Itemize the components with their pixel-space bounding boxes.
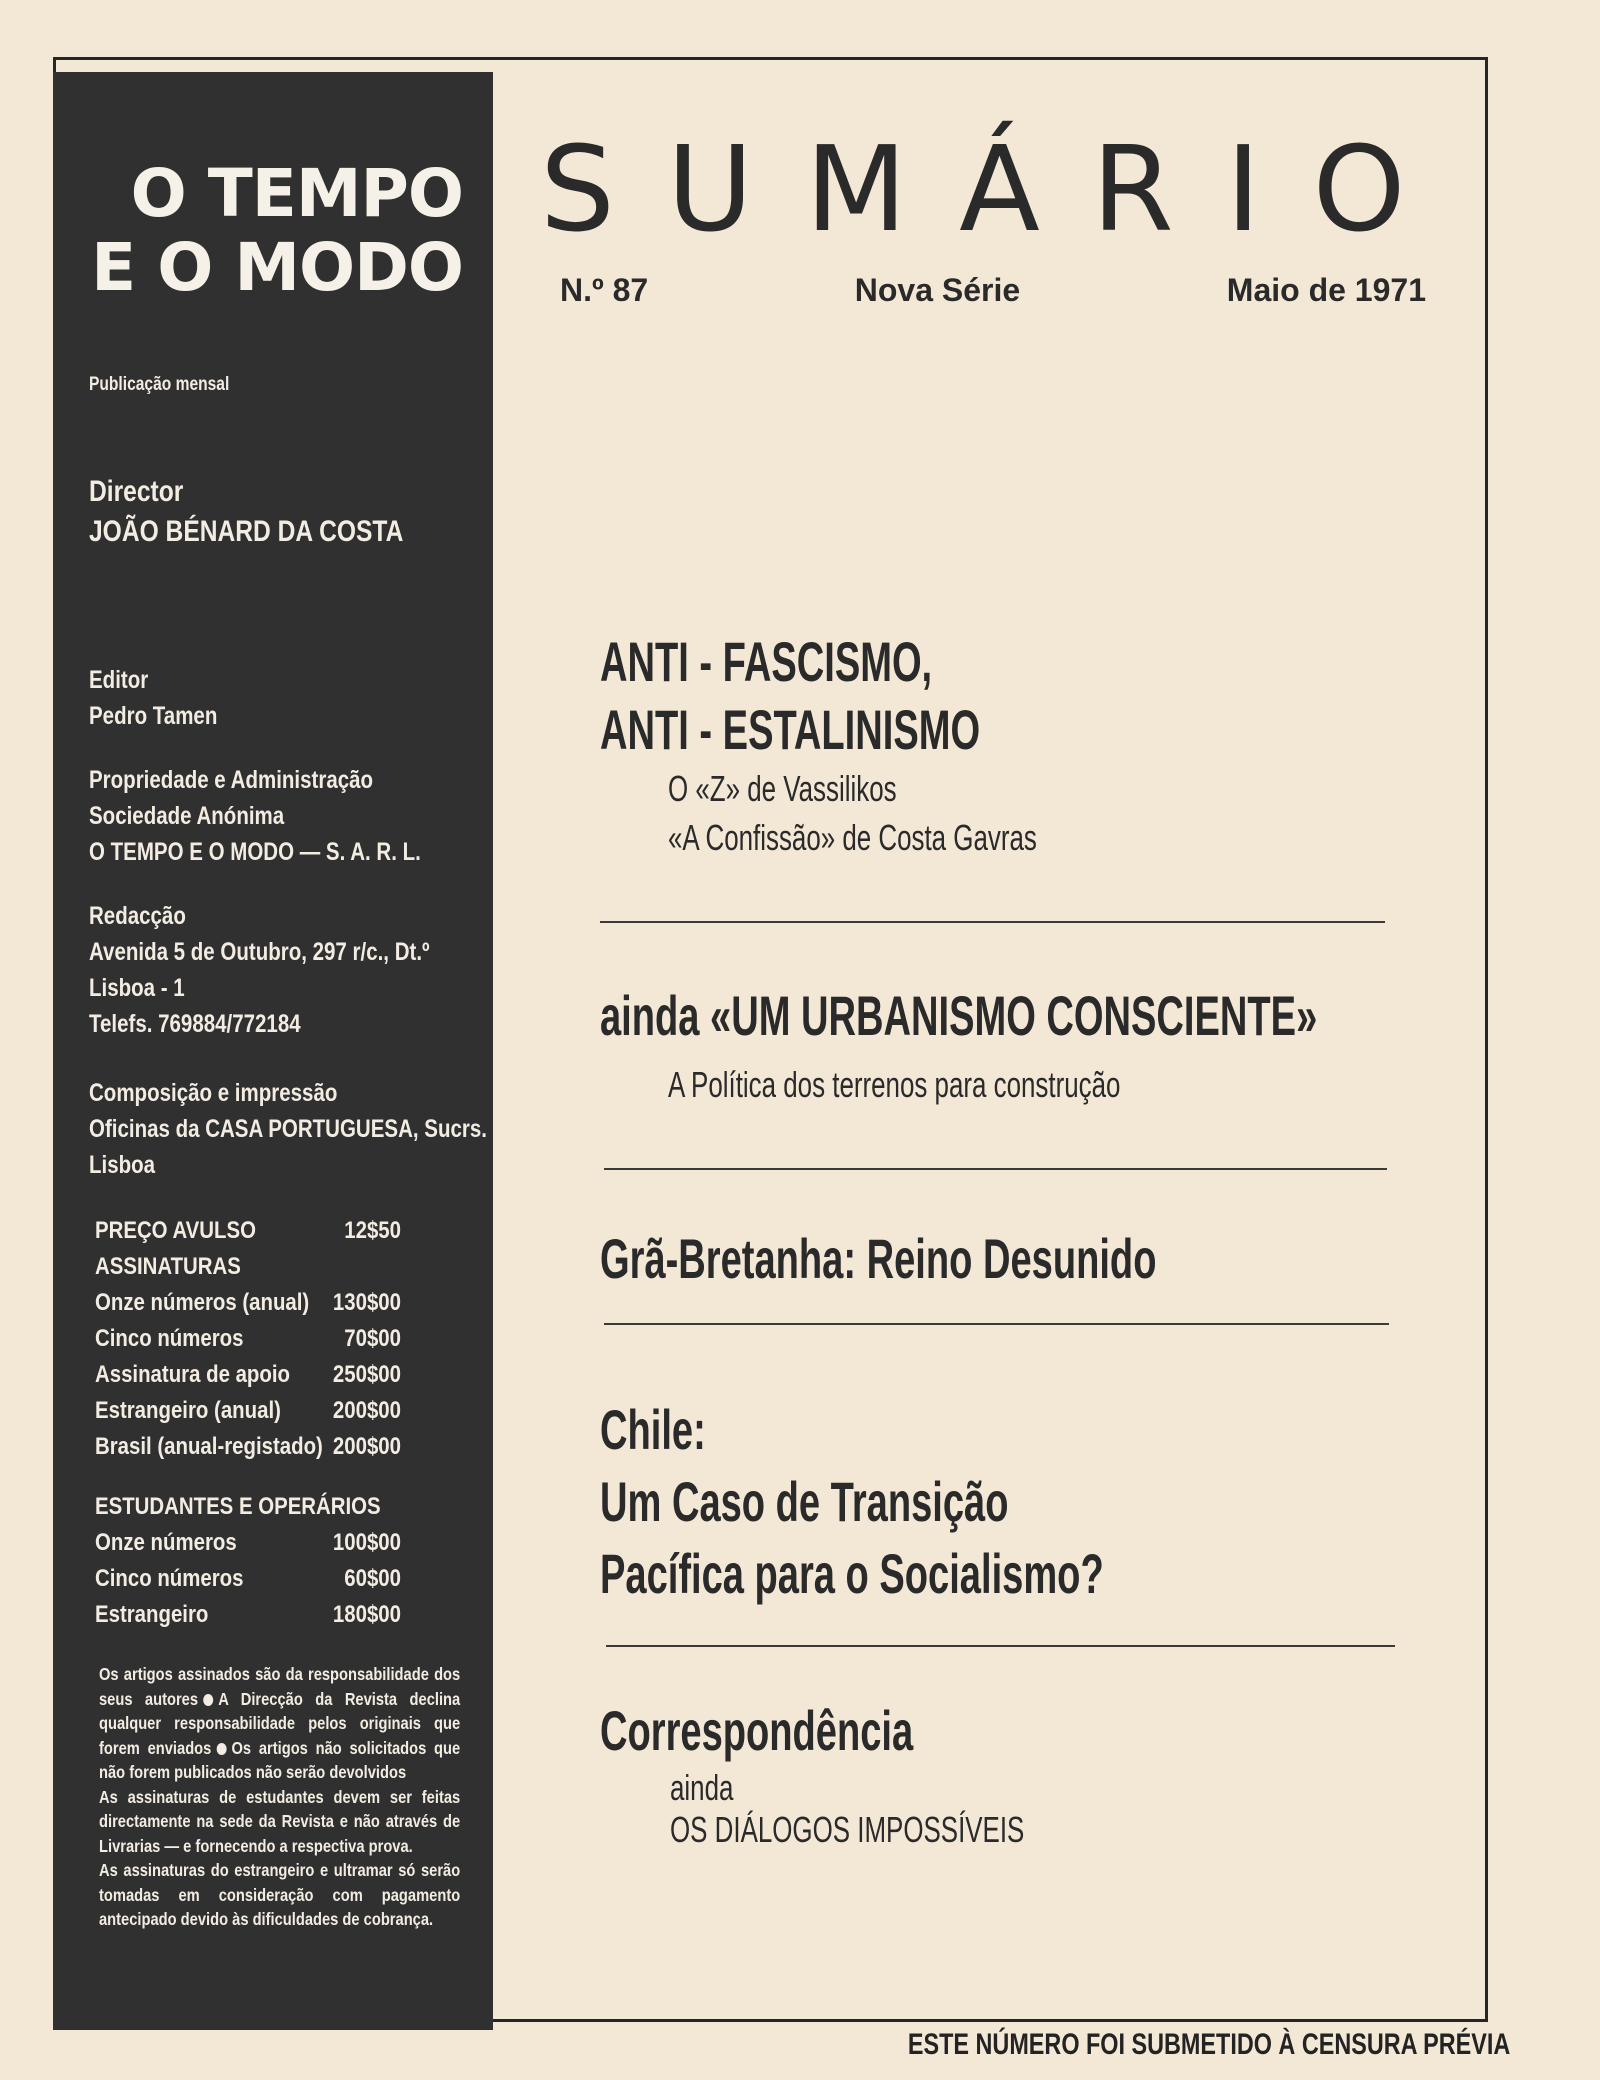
notes-paragraph: As assinaturas do estrangeiro e ultramar só serão tomadas em consideração com pagamento antecipado devido às dificuldades de cobrança. [99, 1860, 461, 1929]
masthead-logo [91, 157, 463, 305]
contents-item [600, 628, 1390, 862]
notes-paragraph: Os artigos assinados são da responsabilidade dos seus autores A Direcção da Revista declina qualquer responsabilidade pelos originais que forem enviados Os artigos não solicitados que não forem publicados não serão devolvidos [99, 1664, 461, 1782]
contents-subtitle-line: A Política dos terrenos para construção [668, 1064, 1121, 1105]
contents-item [600, 1225, 1390, 1293]
price-row: Estrangeiro 180$00 [95, 1601, 401, 1628]
price-row: Cinco números 70$00 [95, 1325, 401, 1352]
editor-name: Pedro Tamen [89, 702, 218, 730]
price-row: Assinatura de apoio 250$00 [95, 1361, 401, 1388]
contents-item [600, 982, 1390, 1109]
students-heading: ESTUDANTES E OPERÁRIOS [95, 1493, 381, 1520]
section-divider [606, 1645, 1395, 1647]
redaction-line: Lisboa - 1 [89, 974, 185, 1002]
contents-subtitle-line: «A Confissão» de Costa Gavras [668, 817, 1037, 858]
section-divider [600, 921, 1385, 923]
contents-subtitle-line: O «Z» de Vassilikos [668, 768, 897, 809]
bullet-icon [203, 1694, 213, 1706]
contents-item [600, 1697, 1390, 1851]
issue-number: N.º 87 [560, 272, 649, 308]
section-divider [604, 1168, 1387, 1170]
ownership-line: O TEMPO E O MODO — S. A. R. L. [89, 838, 421, 866]
contents-title-line: Correspondência [600, 1699, 914, 1762]
contents-item [600, 1396, 1390, 1608]
page-title: SUMÁRIO [540, 120, 1458, 258]
printing-block [89, 1075, 487, 1183]
contents-title-line: ainda «UM URBANISMO CONSCIENTE» [600, 984, 1318, 1047]
subscriptions-heading: ASSINATURAS [95, 1253, 241, 1280]
price-row: Cinco números 60$00 [95, 1565, 401, 1592]
contents-title-line: ANTI - ESTALINISMO [600, 698, 981, 761]
redaction-line: Redacção [89, 902, 186, 930]
sidebar-colophon [53, 72, 493, 2030]
issue-series: Nova Série [854, 272, 1021, 308]
printing-line: Lisboa [89, 1151, 156, 1179]
contents-title-line: ANTI - FASCISMO, [600, 630, 933, 693]
editor-label: Editor [89, 666, 149, 694]
price-row-single: PREÇO AVULSO 12$50 [95, 1217, 401, 1244]
price-list [95, 1213, 463, 1633]
redaction-block [89, 898, 463, 1042]
masthead-line-2: E O MODO [91, 229, 463, 306]
publication-type: Publicação mensal [89, 374, 230, 395]
editor-block [89, 662, 463, 734]
ownership-block [89, 762, 463, 870]
redaction-line: Telefs. 769884/772184 [89, 1010, 301, 1038]
ownership-line: Propriedade e Administração [89, 766, 374, 794]
contents-title-line: Chile: [600, 1398, 706, 1461]
censorship-notice: ESTE NÚMERO FOI SUBMETIDO À CENSURA PRÉVIA [907, 2028, 1510, 2061]
price-row: Onze números 100$00 [95, 1529, 401, 1556]
director-name: JOÃO BÉNARD DA COSTA [89, 515, 404, 548]
price-row: Brasil (anual-registado) 200$00 [95, 1433, 401, 1460]
director-block [89, 472, 463, 552]
contents-subtitle-line: OS DIÁLOGOS IMPOSSÍVEIS [670, 1809, 1025, 1850]
masthead-line-1: O TEMPO [130, 155, 463, 232]
section-divider [604, 1323, 1389, 1325]
contents-title-line: Grã-Bretanha: Reino Desunido [600, 1227, 1157, 1290]
redaction-line: Avenida 5 de Outubro, 297 r/c., Dt.º [89, 938, 430, 966]
price-row: Onze números (anual) 130$00 [95, 1289, 401, 1316]
bullet-icon [216, 1743, 226, 1755]
notes-paragraph: As assinaturas de estudantes devem ser feitas directamente na sede da Revista e não através de Livrarias — e fornecendo a respectiva prova. [99, 1786, 461, 1856]
contents-title-line: Um Caso de Transição [600, 1470, 1009, 1533]
editorial-notes [99, 1662, 539, 1932]
printing-line: Oficinas da CASA PORTUGUESA, Sucrs. [89, 1115, 487, 1143]
issue-date: Maio de 1971 [1226, 272, 1426, 308]
contents-subtitle-line: ainda [670, 1767, 734, 1808]
printing-line: Composição e impressão [89, 1079, 338, 1107]
issue-info [560, 272, 1426, 309]
director-label: Director [89, 475, 184, 508]
price-row: Estrangeiro (anual) 200$00 [95, 1397, 401, 1424]
ownership-line: Sociedade Anónima [89, 802, 285, 830]
contents-title-line: Pacífica para o Socialismo? [600, 1542, 1104, 1605]
